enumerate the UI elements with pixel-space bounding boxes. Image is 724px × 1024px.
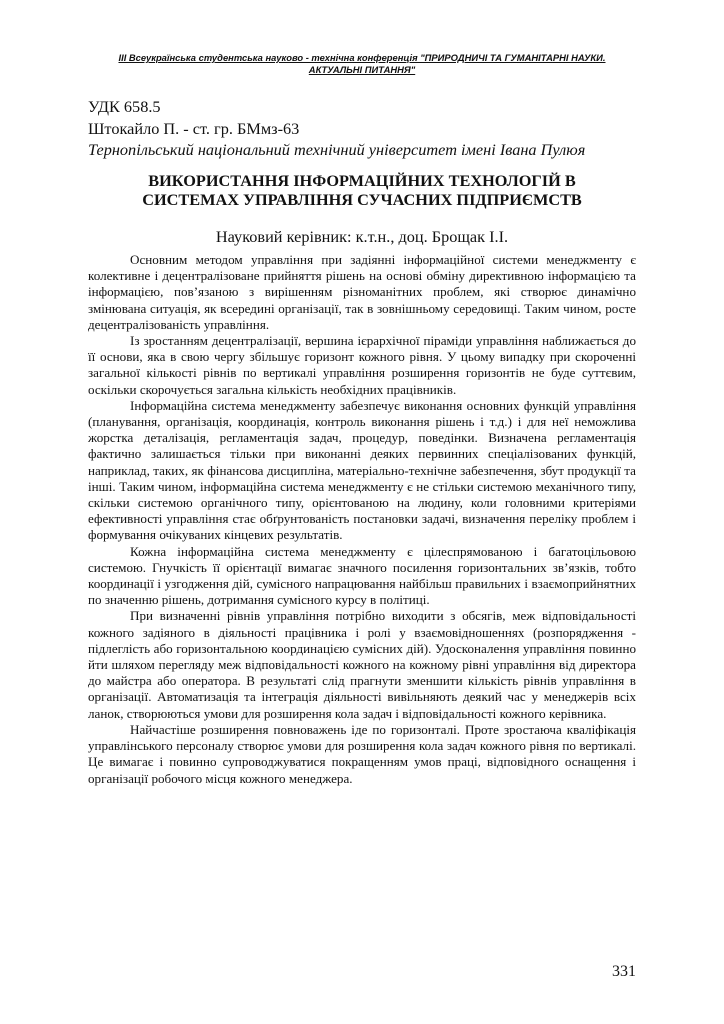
page-number: 331 [612,963,636,980]
udc-code: УДК 658.5 [88,97,161,116]
conference-header-line2: АКТУАЛЬНІ ПИТАННЯ" [308,64,416,75]
university-line: Тернопільський національний технічний університет імені Івана Пулюя [88,140,586,159]
body-paragraph: Інформаційна система менеджменту забезпечує виконання основних функцій управління (планування, організація, координація, контроль виконання рішень і т.д.) і для неї неможлива жорстка деталізація, регламентація задач, процедур, поведінки. Визначена регламентація фактично залишається тільки при виконанні деяких первинних спеціалізованих функцій, наприклад, таких, як фінансова дисципліна, матеріально-технічне забезпечення, збут продукції та інші. Таким чином, інформаційна система менеджменту є не стільки системою механічного типу, скільки системою органічного типу, орієнтованою на людину, коли головними критеріями ефективності управління стає обґрунтованість постановки задачі, визначення переліку проблем і формування очікуваних кінцевих результатів. [88,397,636,543]
title-line2: СИСТЕМАХ УПРАВЛІННЯ СУЧАСНИХ ПІДПРИЄМСТВ [142,189,582,209]
body-paragraph: При визначенні рівнів управління потрібно виходити з обсягів, меж відповідальності кожного задіяного в діяльності працівника і ролі у взаємовідношеннях (розпорядження - підлеглість або горизонтальною координацією сумісних дій). Удосконалення управління повинно йти шляхом перегляду меж відповідальності кожного на кожному рівні управління від директора до майстра або оператора. В результаті слід прагнути зменшити кількість рівнів управління в організації. Автоматизація та інтеграція діяльності вивільняють деякий час у менеджерів всіх ланок, створюються умови для розширення кола задач і відповідальності кожного керівника. [88,608,636,721]
supervisor-line: Науковий керівник: к.т.н., доц. Брощак І.І. [215,227,509,246]
article-title [88,172,636,209]
author-line: Штокайло П. - ст. гр. БМмз-63 [88,118,300,138]
title-line1: ВИКОРИСТАННЯ ІНФОРМАЦІЙНИХ ТЕХНОЛОГІЙ В [148,171,576,190]
conference-header [60,52,664,76]
body-paragraph: Найчастіше розширення повноважень іде по горизонталі. Проте зростаюча кваліфікація управлінського персоналу створює умови для розширення кола задач кожного рівня по вертикалі. Це вимагає і повинно супроводжуватися покращенням умов праці, відповідного оснащення і організації робочого місця кожного менеджера. [88,721,636,786]
article-meta [88,96,585,161]
body-paragraph: Із зростанням децентралізації, вершина ієрархічної піраміди управління наближається до її основи, яка в свою чергу збільшує горизонт кожного рівня. У цьому випадку при скороченні загальної кількості рівнів по вертикалі управління розширення горизонтів не буде суттєвим, оскільки скорочується загальна кількість необхідних працівників. [88,333,636,397]
article-body [88,252,636,787]
body-paragraph: Основним методом управління при задіянні інформаційної системи менеджменту є колективне і децентралізоване прийняття рішень на основі обміну директивною інформацією та інформацією, пов’язаною з вирішенням різноманітних проблем, які створює динамічно змінювана ситуація, як всередині організації, так в зовнішньому середовищі. Таким чином, росте децентралізованість управління. [88,252,636,332]
body-paragraph: Кожна інформаційна система менеджменту є цілеспрямованою і багатоцільовою системою. Гнучкість її орієнтації вимагає значного посилення горизонтальних зв’язків, тобто координації і узгодження дій, сумісного напрацювання найбільш правильних і взаємоприйнятних по значенню рішень, дотримання сумісного курсу в політиці. [88,543,636,608]
conference-header-line1: III Всеукраїнська студентська науково - технічна конференція "ПРИРОДНИЧІ ТА ГУМАНІТАРНІ НАУКИ. [118,52,606,63]
